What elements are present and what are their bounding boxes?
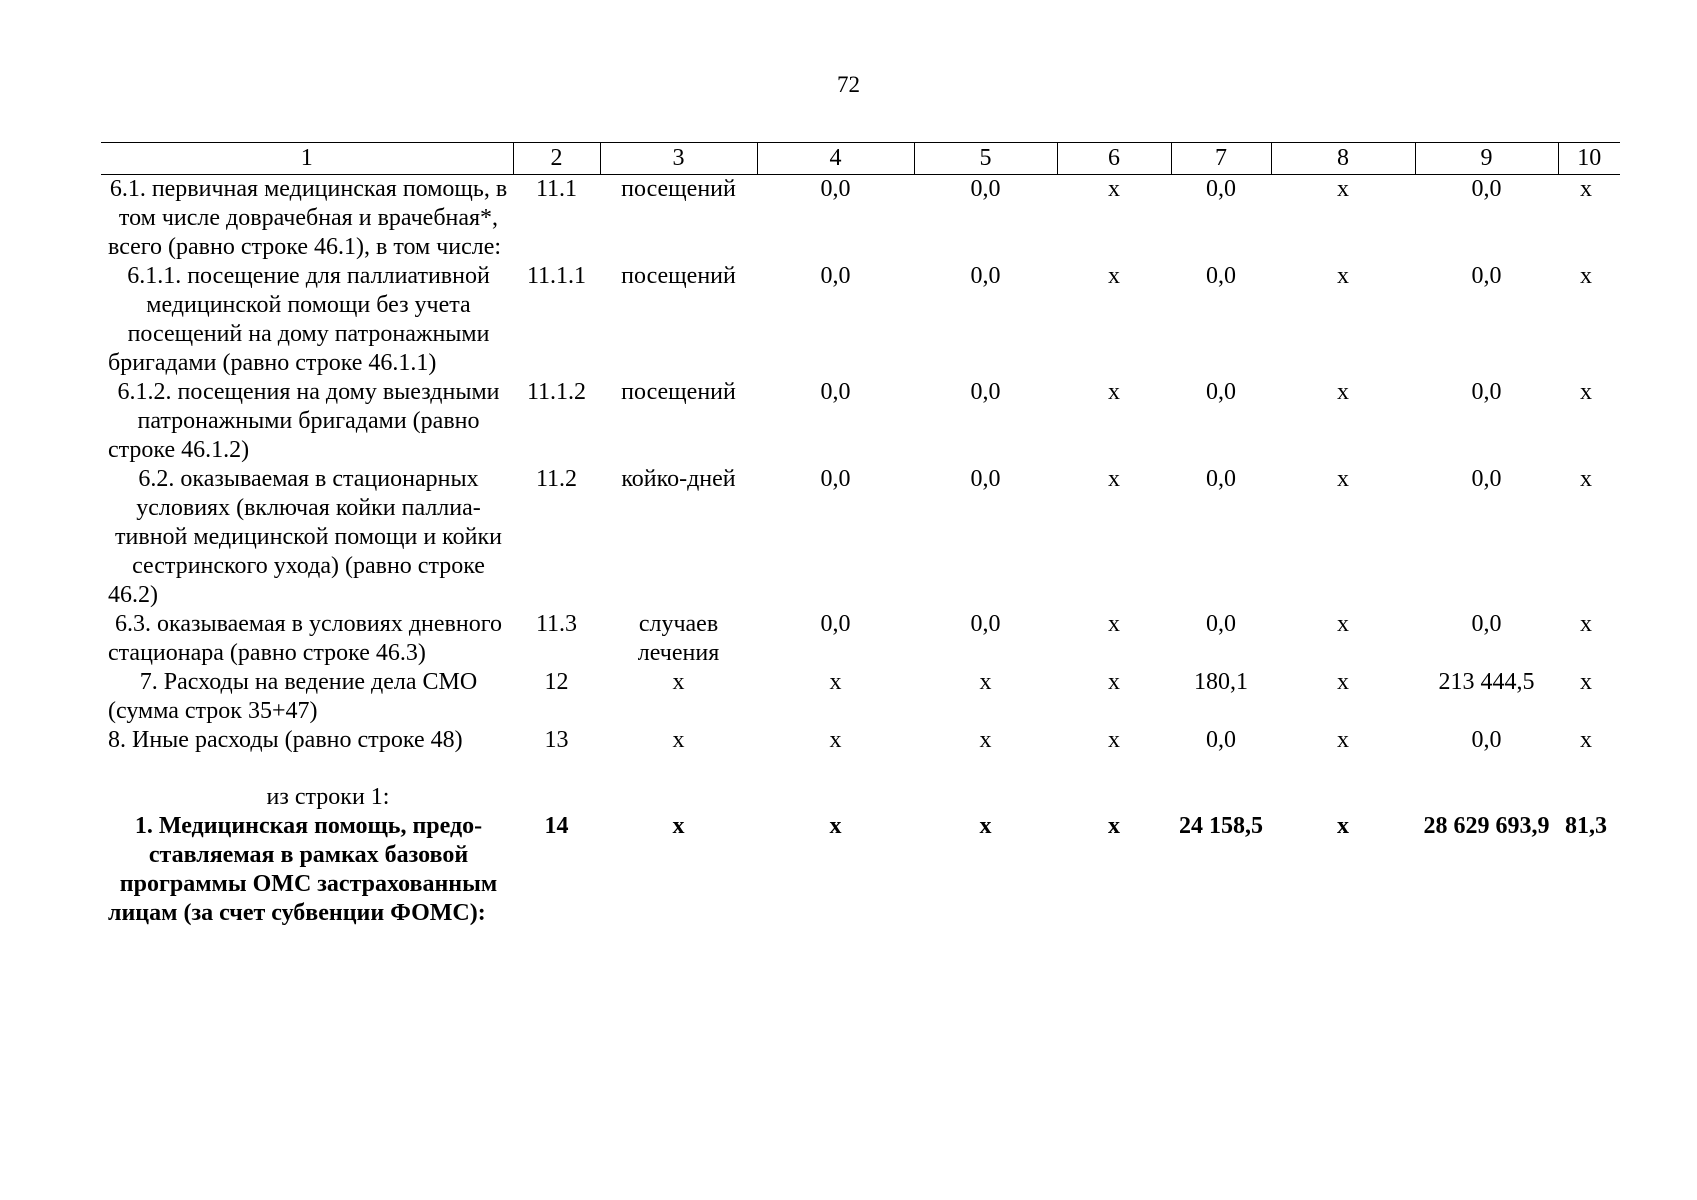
row-label: 6.1. первичная медицинская помощь, в том числе доврачебная и врачебная*, всего (равно строке 46.1), в том числе: — [108, 176, 508, 260]
cell-col9: 0,0 — [1471, 176, 1502, 202]
row-code: 11.1.1 — [526, 263, 587, 289]
cell-col7: 0,0 — [1206, 263, 1236, 289]
row-code: 11.1.2 — [526, 379, 587, 405]
cell-col4: 0,0 — [820, 176, 851, 202]
table-row-bold — [101, 812, 1620, 928]
subcaption-row — [101, 783, 1620, 812]
cell-col6: х — [1108, 263, 1120, 289]
table-row — [101, 610, 1620, 668]
cell-col10: 81,3 — [1565, 813, 1607, 839]
cell-col5: х — [979, 813, 992, 839]
column-header: 9 — [1415, 143, 1558, 175]
cell-col7: 180,1 — [1194, 669, 1248, 695]
page-number: 72 — [837, 72, 860, 97]
row-unit: койко-дней — [621, 466, 736, 492]
cell-col4: 0,0 — [820, 263, 851, 289]
cell-col8: х — [1337, 669, 1349, 695]
table-row — [101, 465, 1620, 610]
row-label: 7. Расходы на ведение дела СМО (сумма строк 35+47) — [108, 669, 478, 724]
row-label: 8. Иные расходы (равно строке 48) — [108, 727, 463, 753]
cell-col9: 0,0 — [1471, 466, 1502, 492]
row-code: 11.3 — [535, 611, 578, 637]
row-label: 6.1.2. посещения на дому выездными патронажными бригадами (равно строке 46.1.2) — [108, 379, 500, 463]
row-label: 6.3. оказываемая в условиях дневного стационара (равно строке 46.3) — [108, 611, 502, 666]
cell-col4: 0,0 — [820, 611, 851, 637]
row-code: 11.1 — [535, 176, 578, 202]
cell-col5: 0,0 — [970, 263, 1001, 289]
cell-col8: х — [1337, 263, 1349, 289]
cell-col7: 0,0 — [1206, 176, 1236, 202]
cell-col9: 0,0 — [1471, 727, 1502, 753]
cell-col10: х — [1580, 727, 1592, 753]
column-header: 6 — [1057, 143, 1171, 175]
cell-col8: х — [1337, 813, 1349, 839]
row-label: 6.2. оказываемая в стационарных условиях (включая койки паллиативной медицинской помощи и койки сестринского ухода) (равно строке 46.2) — [108, 466, 502, 608]
row-code: 12 — [544, 669, 569, 695]
spacer-cell — [101, 755, 1620, 783]
row-unit: х — [672, 727, 685, 753]
cell-col5: 0,0 — [970, 379, 1001, 405]
cell-col4: 0,0 — [820, 466, 851, 492]
cell-col5: х — [979, 669, 992, 695]
financial-table — [101, 142, 1620, 928]
row-label: 6.1.1. посещение для паллиативной медицинской помощи без учета посещений на дому патронажными бригадами (равно строке 46.1.1) — [108, 263, 490, 376]
column-header: 5 — [914, 143, 1057, 175]
column-header: 3 — [600, 143, 757, 175]
cell-col10: х — [1580, 669, 1592, 695]
cell-col6: х — [1108, 611, 1120, 637]
cell-col4: х — [829, 727, 842, 753]
row-unit: случаев лечения — [637, 611, 720, 666]
row-unit: х — [672, 813, 685, 839]
cell-col7: 0,0 — [1206, 727, 1236, 753]
cell-col4: 0,0 — [820, 379, 851, 405]
cell-col8: х — [1337, 379, 1349, 405]
column-header: 1 — [101, 143, 513, 175]
cell-col7: 24 158,5 — [1179, 813, 1263, 839]
row-code: 13 — [544, 727, 569, 753]
cell-col10: х — [1580, 611, 1592, 637]
column-header: 7 — [1171, 143, 1271, 175]
row-unit: х — [672, 669, 685, 695]
cell-col7: 0,0 — [1206, 611, 1236, 637]
cell-col9: 213 444,5 — [1438, 669, 1535, 695]
cell-col6: х — [1108, 466, 1120, 492]
cell-col9: 0,0 — [1471, 263, 1502, 289]
cell-col6: х — [1108, 813, 1120, 839]
cell-col5: 0,0 — [970, 466, 1001, 492]
table-row — [101, 726, 1620, 755]
cell-col8: х — [1337, 611, 1349, 637]
cell-col8: х — [1337, 466, 1349, 492]
cell-col10: х — [1580, 176, 1592, 202]
cell-col6: х — [1108, 379, 1120, 405]
cell-col4: х — [829, 813, 842, 839]
cell-col7: 0,0 — [1206, 466, 1236, 492]
cell-col8: х — [1337, 176, 1349, 202]
cell-col5: 0,0 — [970, 176, 1001, 202]
cell-col8: х — [1337, 727, 1349, 753]
subcaption: из строки 1: — [266, 784, 390, 810]
cell-col5: х — [979, 727, 992, 753]
table-row — [101, 262, 1620, 378]
cell-col9: 28 629 693,9 — [1423, 813, 1550, 839]
table-header-row — [101, 143, 1620, 175]
cell-col10: х — [1580, 379, 1592, 405]
cell-col6: х — [1108, 176, 1120, 202]
table-row — [101, 668, 1620, 726]
cell-col6: х — [1108, 727, 1120, 753]
column-header: 4 — [757, 143, 914, 175]
cell-col5: 0,0 — [970, 611, 1001, 637]
row-label: 1. Медицинская помощь, предоставляемая в рамках базовой программы ОМС застрахованным лицам (за счет субвенции ФОМС): — [108, 813, 498, 926]
cell-col10: х — [1580, 263, 1592, 289]
cell-col7: 0,0 — [1206, 379, 1236, 405]
table-row — [101, 378, 1620, 465]
spacer-row — [101, 755, 1620, 783]
cell-col10: х — [1580, 466, 1592, 492]
row-code: 14 — [544, 813, 569, 839]
row-unit: посещений — [621, 263, 736, 289]
table-row — [101, 175, 1620, 263]
row-unit: посещений — [621, 379, 736, 405]
subcaption-filler — [513, 783, 1620, 812]
column-header: 10 — [1558, 143, 1620, 175]
cell-col6: х — [1108, 669, 1120, 695]
column-header: 8 — [1271, 143, 1415, 175]
row-code: 11.2 — [535, 466, 578, 492]
row-unit: посещений — [621, 176, 736, 202]
cell-col9: 0,0 — [1471, 611, 1502, 637]
column-header: 2 — [513, 143, 600, 175]
cell-col4: х — [829, 669, 842, 695]
cell-col9: 0,0 — [1471, 379, 1502, 405]
